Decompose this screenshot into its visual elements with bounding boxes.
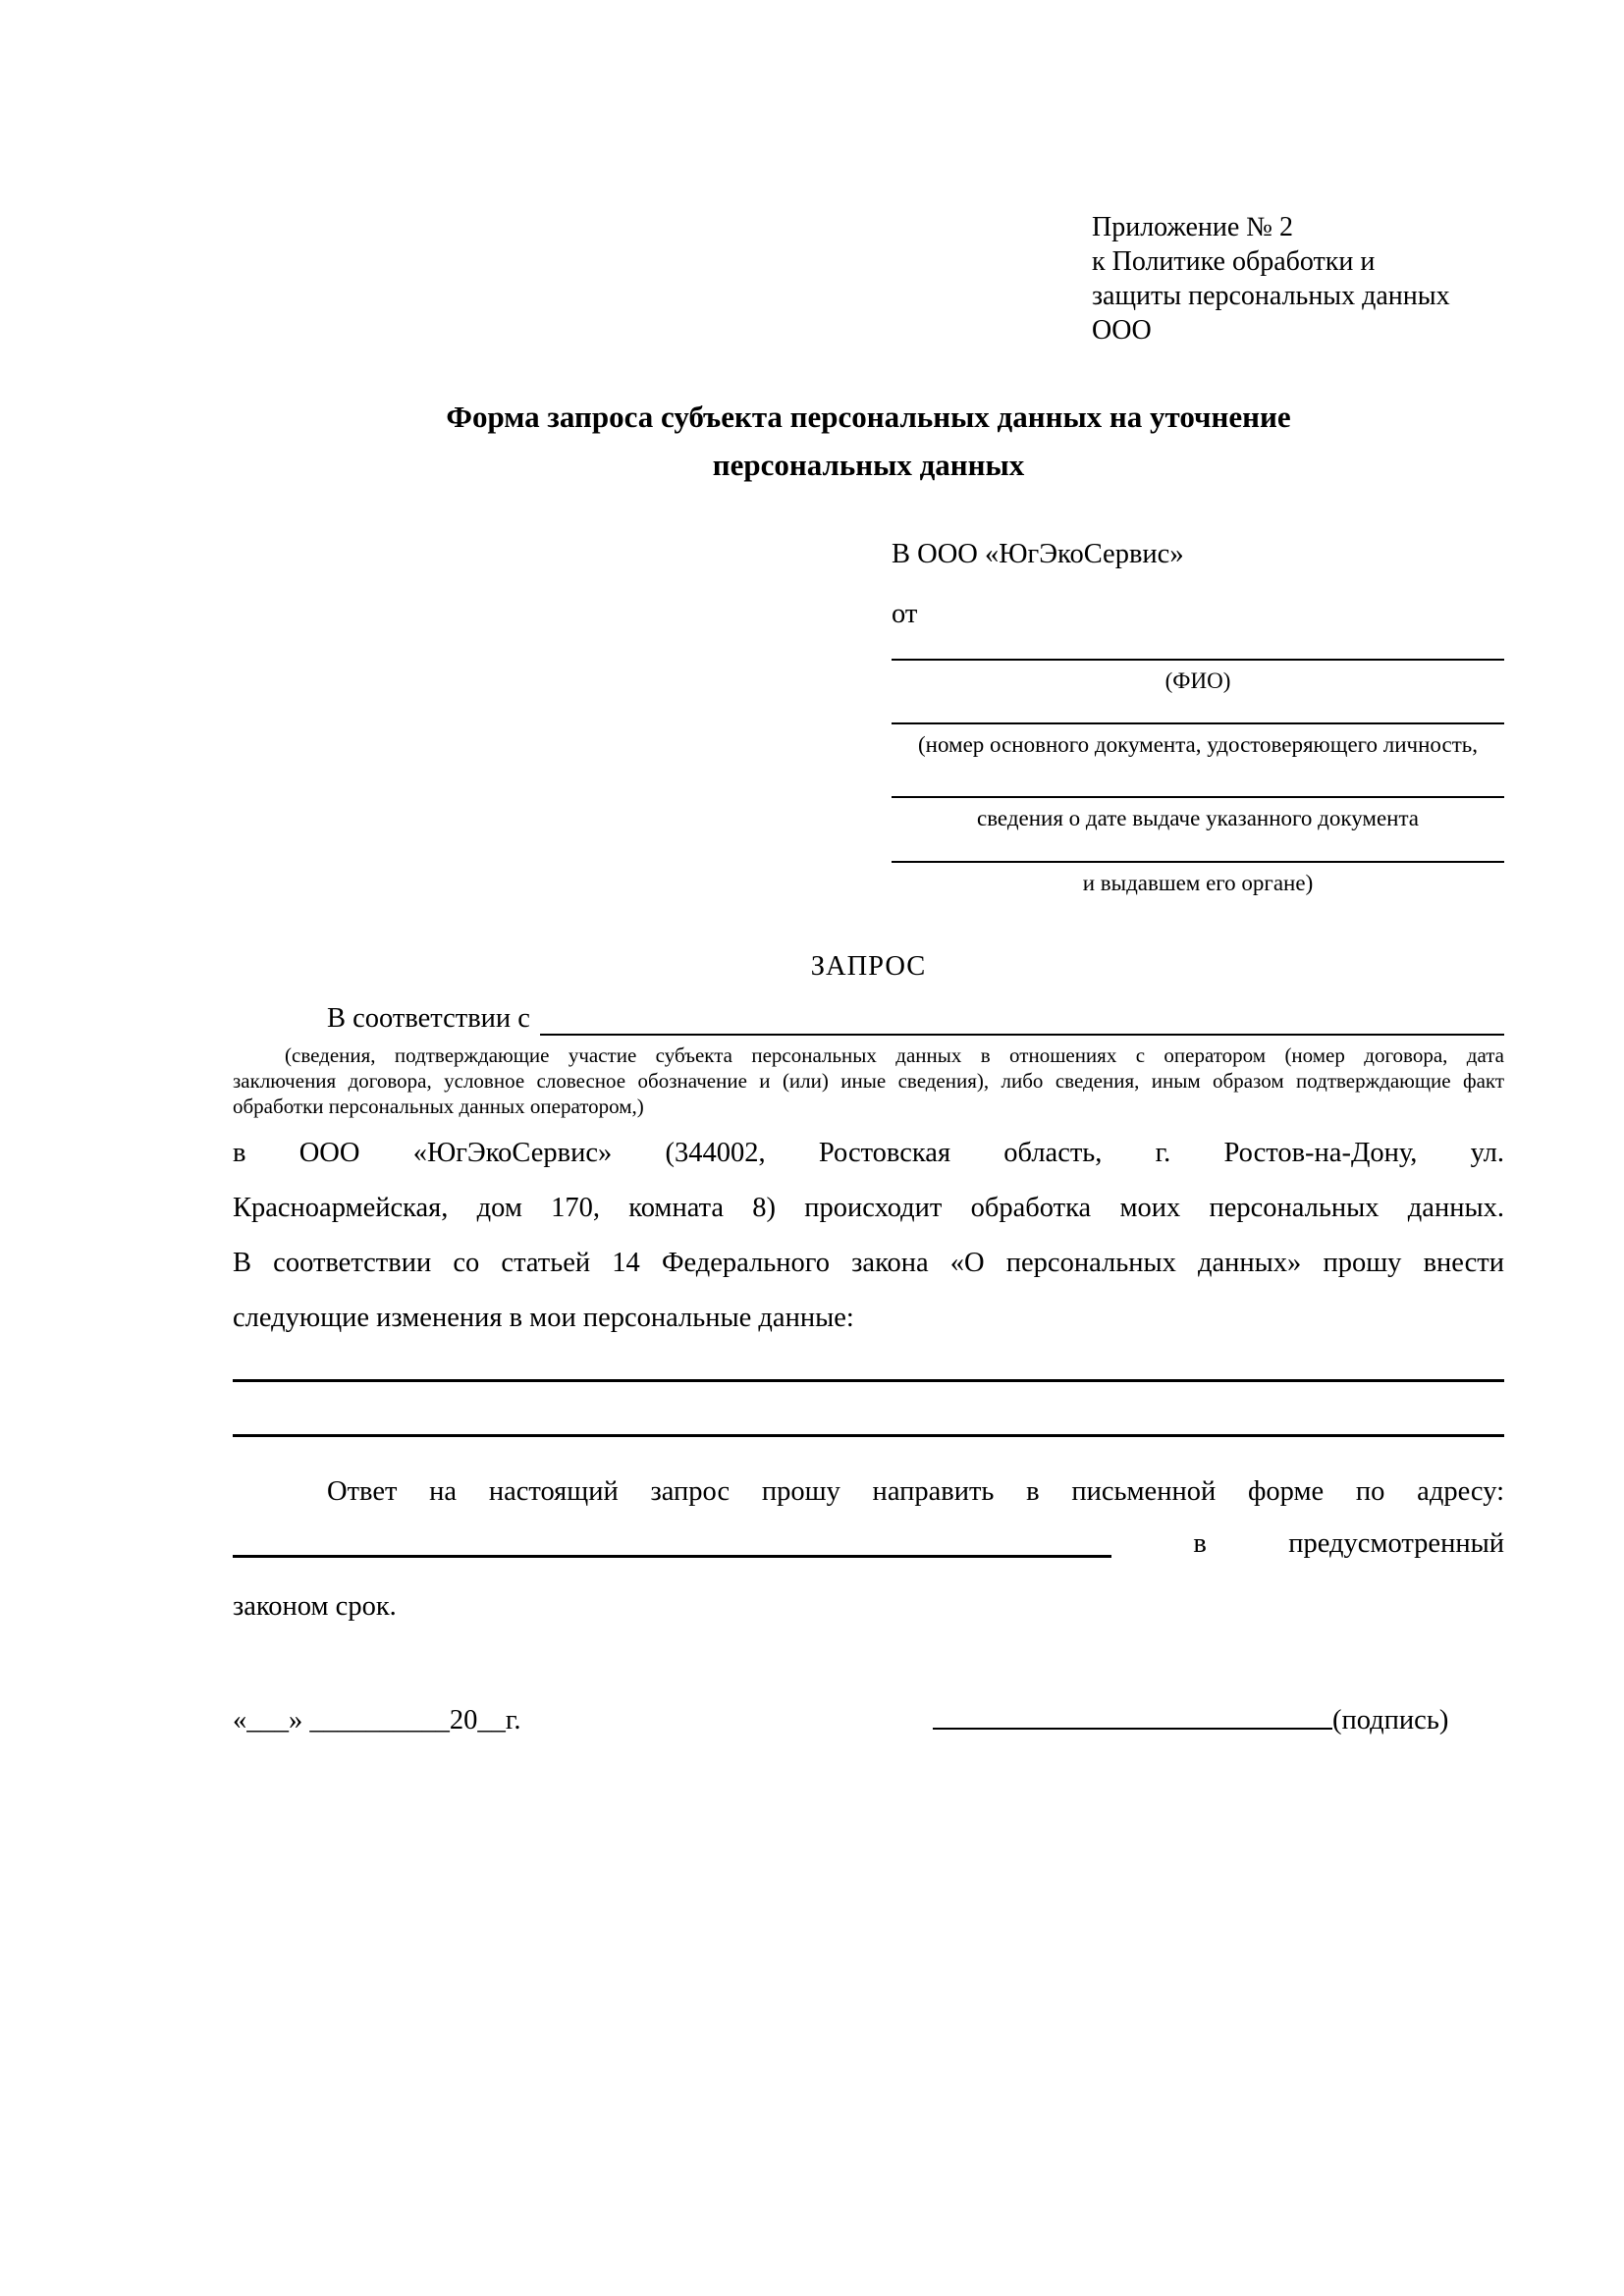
accordance-note-line: обработки персональных данных оператором,): [233, 1095, 644, 1118]
issue-date-caption: сведения о дате выдаче указанного документа: [976, 806, 1420, 830]
accordance-note-line: (сведения, подтверждающие участие субъекта персональных данных в отношениях с оператором (номер договора, дата: [285, 1043, 1504, 1067]
changes-blank-line-2: [233, 1434, 1504, 1437]
reply-address-row: [233, 1527, 1504, 1561]
reply-word-prescribed: предусмотренный: [1288, 1528, 1504, 1559]
issuer-blank-line: [892, 861, 1504, 863]
document-title-line-2: персональных данных: [712, 448, 1025, 482]
doc-number-caption: (номер основного документа, удостоверяющего личность,: [917, 732, 1478, 757]
reply-line: Ответ на настоящий запрос прошу направить в письменной форме по адресу:: [327, 1476, 1504, 1507]
reply-word-v: в: [1193, 1528, 1207, 1559]
issuer-caption: и выдавшем его органе): [1082, 871, 1314, 895]
date-blank: «___» __________20__г.: [233, 1705, 521, 1735]
fio-caption: (ФИО): [1164, 668, 1231, 693]
document-title: [233, 393, 1504, 489]
address-blank-line: [233, 1555, 1111, 1558]
body-line: Красноармейская, дом 170, комната 8) происходит обработка моих персональных данных.: [233, 1193, 1504, 1223]
accordance-blank-line: [540, 1000, 1504, 1036]
annex-line: ООО: [1092, 315, 1152, 346]
document-title-line-1: Форма запроса субъекта персональных данных на уточнение: [446, 400, 1291, 434]
issue-date-blank-line: [892, 796, 1504, 798]
request-heading: ЗАПРОС: [810, 951, 927, 982]
annex-note: [1092, 210, 1524, 347]
accordance-row: [233, 1000, 1504, 1036]
annex-line: защиты персональных данных: [1092, 281, 1450, 311]
reply-closing: законом срок.: [233, 1591, 397, 1622]
body-line: В соответствии со статьей 14 Федерального закона «О персональных данных» прошу внести: [233, 1248, 1504, 1278]
signature-caption: (подпись): [1332, 1705, 1449, 1735]
changes-blank-line-1: [233, 1379, 1504, 1382]
recipient-organization: В ООО «ЮгЭкоСервис»: [892, 539, 1184, 569]
signature-blank-line: [933, 1728, 1332, 1730]
annex-line: Приложение № 2: [1092, 212, 1293, 242]
body-line: в ООО «ЮгЭкоСервис» (344002, Ростовская область, г. Ростов-на-Дону, ул.: [233, 1138, 1504, 1168]
body-line: следующие изменения в мои персональные данные:: [233, 1303, 854, 1333]
accordance-lead: В соответствии с: [327, 1003, 530, 1034]
from-label: от: [892, 599, 918, 629]
doc-number-blank-line: [892, 722, 1504, 724]
annex-line: к Политике обработки и: [1092, 246, 1376, 277]
fio-blank-line: [892, 659, 1504, 661]
accordance-note-line: заключения договора, условное словесное обозначение и (или) иные сведения), либо сведения, иным образом подтверждающие факт: [233, 1069, 1504, 1093]
